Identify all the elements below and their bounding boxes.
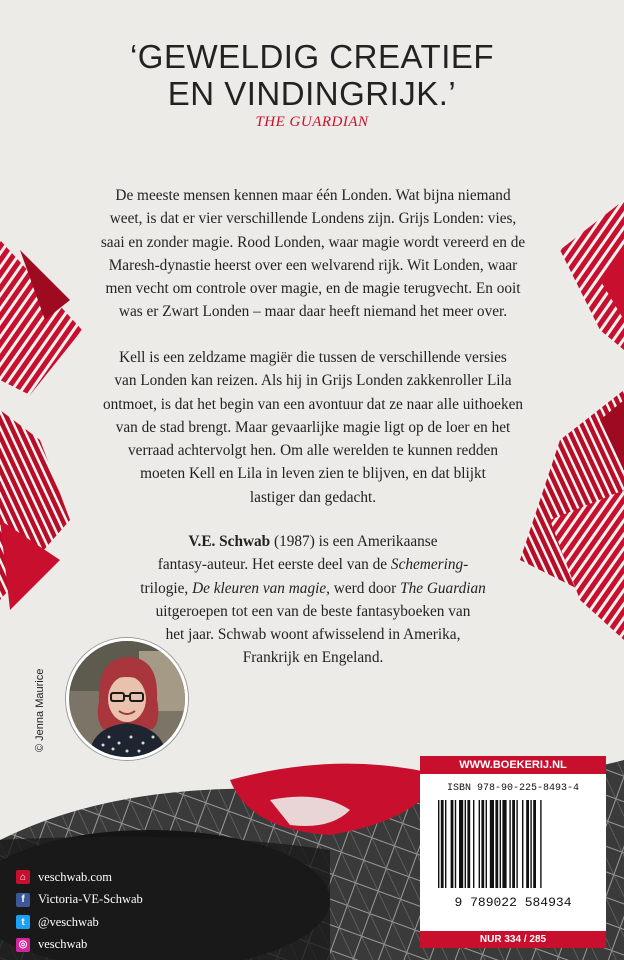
barcode-panel xyxy=(420,756,606,948)
text-line: uitgeroepen tot een van de beste fantasyboeken van xyxy=(155,602,471,620)
text-line: was er Zwart Londen – maar daar heeft niemand het meer over. xyxy=(118,303,508,321)
blurb-paragraph-1 xyxy=(84,184,542,324)
text-line: Frankrijk en Engeland. xyxy=(242,649,384,667)
quote-source: THE GUARDIAN xyxy=(255,114,369,130)
text-span: , werd door xyxy=(326,579,401,597)
text-line: verraad achtervolgt hen. Om alle werelden te kunnen redden xyxy=(128,442,498,460)
text-line: Maresh-dynastie heerst over een welvarend rijk. Wit Londen, waar xyxy=(108,256,518,274)
press-quote xyxy=(0,38,624,131)
social-links xyxy=(16,866,143,956)
quote-line-2: EN VINDINGRIJK.’ xyxy=(167,75,457,112)
social-facebook[interactable] xyxy=(16,889,143,912)
twitter-icon: t xyxy=(16,915,30,929)
social-twitter[interactable] xyxy=(16,911,143,934)
text-span: trilogie, xyxy=(140,579,193,597)
text-line xyxy=(84,577,542,600)
text-span: - xyxy=(463,556,469,574)
text-line: De meeste mensen kennen maar één Londen. Wat bijna niemand xyxy=(115,187,511,204)
text-line: Kell is een zeldzame magiër die tussen de verschillende versies xyxy=(119,349,507,366)
author-name: V.E. Schwab xyxy=(188,533,271,550)
text-line: weet, is dat er vier verschillende Londens zijn. Grijs Londen: vies, xyxy=(109,210,517,228)
social-label: veschwab.com xyxy=(38,869,112,884)
author-photo xyxy=(66,638,188,760)
home-icon: ⌂ xyxy=(16,870,30,884)
nur-code: NUR 334 / 285 xyxy=(420,931,606,948)
text-line xyxy=(84,553,542,576)
barcode-digits: 9 789022 584934 xyxy=(454,895,572,910)
text-line: ontmoet, is dat het begin van een avontuur dat ze naar alle uithoeken xyxy=(102,395,524,413)
series-title: Schemering xyxy=(390,556,464,574)
text-line: moeten Kell en Lila in leven zien te blijven, en dat blijkt xyxy=(140,465,486,483)
quote-line-1: ‘GEWELDIG CREATIEF xyxy=(129,38,495,75)
social-website[interactable] xyxy=(16,866,143,889)
photo-credit: © Jenna Maurice xyxy=(34,668,46,752)
text-line: van Londen kan reizen. Als hij in Grijs Londen zakkenroller Lila xyxy=(114,372,512,390)
social-label: Victoria-VE-Schwab xyxy=(38,892,143,907)
blurb-paragraph-2 xyxy=(84,346,542,509)
barcode xyxy=(432,800,594,910)
text-span: fantasy-auteur. Het eerste deel van de xyxy=(157,556,391,574)
text-line xyxy=(84,530,542,553)
instagram-icon: ◎ xyxy=(16,938,30,952)
publisher-url[interactable]: WWW.BOEKERIJ.NL xyxy=(420,756,606,774)
text-line: lastiger dan gedacht. xyxy=(249,488,377,506)
social-label: veschwab xyxy=(38,937,88,952)
social-instagram[interactable] xyxy=(16,934,143,957)
facebook-icon: f xyxy=(16,893,30,907)
isbn-text: ISBN 978-90-225-8493-4 xyxy=(446,783,580,794)
publication-name: The Guardian xyxy=(400,579,486,597)
text-line: van de stad brengt. Maar gevaarlijke magie ligt op de loer en het xyxy=(115,418,511,436)
text-span: (1987) is een Amerikaanse xyxy=(270,533,438,550)
book-title: De kleuren van magie xyxy=(192,579,327,597)
text-line: saai en zonder magie. Rood Londen, waar magie wordt vereerd en de xyxy=(100,233,526,251)
text-line: men vecht om controle over magie, en de magie terugvecht. En ooit xyxy=(105,280,521,298)
text-line: het jaar. Schwab woont afwisselend in Amerika, xyxy=(165,626,461,644)
social-label: @veschwab xyxy=(38,914,99,929)
